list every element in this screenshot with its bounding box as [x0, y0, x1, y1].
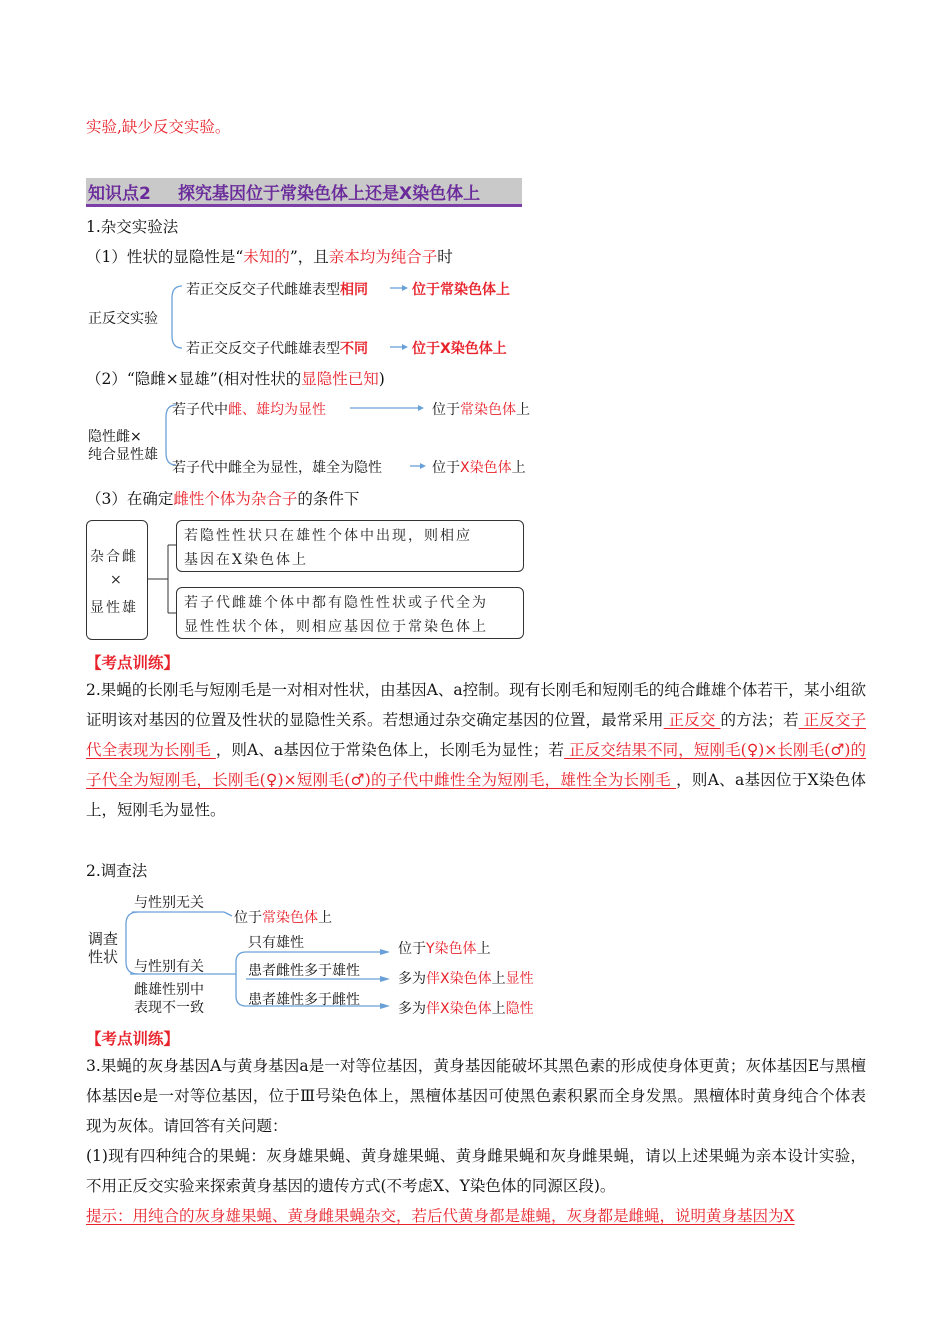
question-text: 的方法；若	[720, 711, 799, 729]
text: 上	[318, 910, 332, 926]
text: 位于	[234, 910, 262, 926]
question-text: ，则A、a基因位于常染色体上，长刚毛为显性；若	[215, 741, 565, 759]
text: 的条件下	[297, 490, 360, 508]
highlight: 亲本均为纯合子	[328, 248, 438, 266]
condition-text: 显性性状个体，则相应基因位于常染色体上	[184, 619, 488, 635]
diagram-result	[398, 938, 491, 958]
question-text: 2.果蝇的长刚毛与短刚毛是一对相对性状，由基因A、a控制。现有长刚毛和短刚毛的纯合雌雄个体若干，某小组欲证明该对基因的位置及性状的显隐性关系。若想通过杂交确定基因的位置，最常采用	[86, 681, 866, 729]
diagram-condition: 患者雄性多于雌性	[248, 992, 360, 1008]
diagram-root: 性状	[88, 948, 119, 966]
highlight: 常染色体	[460, 402, 516, 418]
highlight: X染色体	[460, 460, 512, 476]
condition-text: 若子代雌雄个体中都有隐性性状或子代全为	[184, 595, 488, 611]
highlight: 显性	[505, 971, 534, 987]
diagram-branch: 表现不一致	[134, 1000, 204, 1016]
highlight: 显隐性已知	[301, 370, 379, 388]
text: 上	[491, 1001, 506, 1017]
diagram-result	[398, 968, 534, 988]
highlight: 相同	[340, 282, 368, 298]
diagram-branch: 与性别无关	[134, 895, 204, 911]
continuation-text: 实验,缺少反交实验。	[86, 118, 231, 136]
text: （2）“隐雌×显雄”(相对性状的	[86, 370, 302, 388]
condition-text: 基因在X染色体上	[184, 552, 308, 568]
diagram-branch: 与性别有关	[134, 959, 204, 975]
text: 多为	[398, 971, 426, 987]
text: 位于	[398, 941, 426, 957]
text: ”，且	[289, 248, 329, 266]
text: )	[378, 370, 385, 388]
training-title: 【考点训练】	[86, 653, 180, 672]
heading-label: 知识点2	[88, 184, 151, 204]
section-title: 1.杂交实验法	[86, 218, 179, 236]
text: 上	[511, 460, 526, 476]
diagram-result	[234, 907, 332, 927]
text: 多为	[398, 1001, 426, 1017]
diagram-root: 正反交实验	[88, 311, 158, 327]
text: 位于	[432, 402, 460, 418]
text: 上	[516, 402, 530, 418]
heading-title: 探究基因位于常染色体上还是X染色体上	[178, 184, 481, 204]
answer: 正反交结果不同，短刚毛(♀)×长刚毛(♂)的子代全为短刚毛，长刚毛(♀)×短刚毛(♂)的子代中雌性全为短刚毛，雄性全为长刚毛	[86, 741, 866, 789]
text: 若正交反交子代雌雄表型	[186, 282, 340, 298]
highlight: 雌性个体为杂合子	[173, 490, 298, 508]
diagram-root: 杂合雌	[90, 549, 138, 565]
diagram-condition: 患者雌性多于雄性	[248, 963, 360, 979]
question-text: ，则A、a基因位于X染色体上，短刚毛为显性。	[86, 771, 866, 819]
answer: 正反交子代全表现为长刚毛	[86, 711, 866, 759]
highlight: 伴X染色体	[426, 971, 492, 987]
text: （1）性状的显隐性是“	[86, 248, 244, 266]
diagram-root: 纯合显性雄	[88, 447, 158, 463]
section-title: 2.调查法	[86, 862, 148, 880]
highlight: 未知的	[243, 248, 290, 266]
highlight: 不同	[340, 341, 368, 357]
diagram-root: 隐性雌×	[88, 429, 142, 445]
diagram-result	[398, 998, 534, 1018]
highlight: 伴X染色体	[426, 1001, 492, 1017]
diagram-result: 位于常染色体上	[412, 282, 510, 298]
highlight: 隐性	[505, 1001, 534, 1017]
question-text: 3.果蝇的灰身基因A与黄身基因a是一对等位基因，黄身基因能破坏其黑色素的形成使身体更黄；灰体基因E与黑檀体基因e是一对等位基因，位于Ⅲ号染色体上，黑檀体基因可使黑色素积累而全身发黑。黑檀体时黄身纯合个体表现为灰体。请回答有关问题：	[86, 1057, 866, 1135]
text: 上	[476, 941, 491, 957]
text: （3）在确定	[86, 490, 174, 508]
answer: 正反交	[663, 711, 721, 729]
question-text: (1)现有四种纯合的果蝇：灰身雄果蝇、黄身雄果蝇、黄身雌果蝇和灰身雌果蝇，请以上述果蝇为亲本设计实验，不用正反交实验来探索黄身基因的遗传方式(不考虑X、Y染色体的同源区段)。	[86, 1147, 866, 1195]
highlight: Y染色体	[426, 941, 477, 957]
text: 时	[437, 248, 453, 266]
diagram-condition: 只有雄性	[248, 935, 304, 951]
diagram-root: ×	[110, 572, 124, 588]
highlight: 常染色体	[262, 910, 318, 926]
question-3	[86, 1051, 866, 1231]
text: 上	[491, 971, 506, 987]
diagram-branch: 若子代中雌全为显性，雄全为隐性	[172, 460, 382, 476]
text: 若子代中	[172, 402, 228, 418]
diagram-root: 调查	[88, 930, 119, 948]
diagram-root: 显性雄	[90, 600, 138, 616]
condition-text: 若隐性性状只在雄性个体中出现，则相应	[184, 528, 472, 544]
diagram-branch: 雌雄性别中	[134, 982, 204, 998]
text: 位于	[432, 460, 460, 476]
text: 若正交反交子代雌雄表型	[186, 341, 340, 357]
training-title: 【考点训练】	[86, 1029, 180, 1048]
diagram-result: 位于X染色体上	[412, 341, 507, 357]
highlight: 雌、雄均为显性	[228, 402, 326, 418]
hint-text: 提示：用纯合的灰身雄果蝇、黄身雌果蝇杂交，若后代黄身都是雄蝇，灰身都是雌蝇，说明黄身基因为X	[86, 1207, 795, 1225]
